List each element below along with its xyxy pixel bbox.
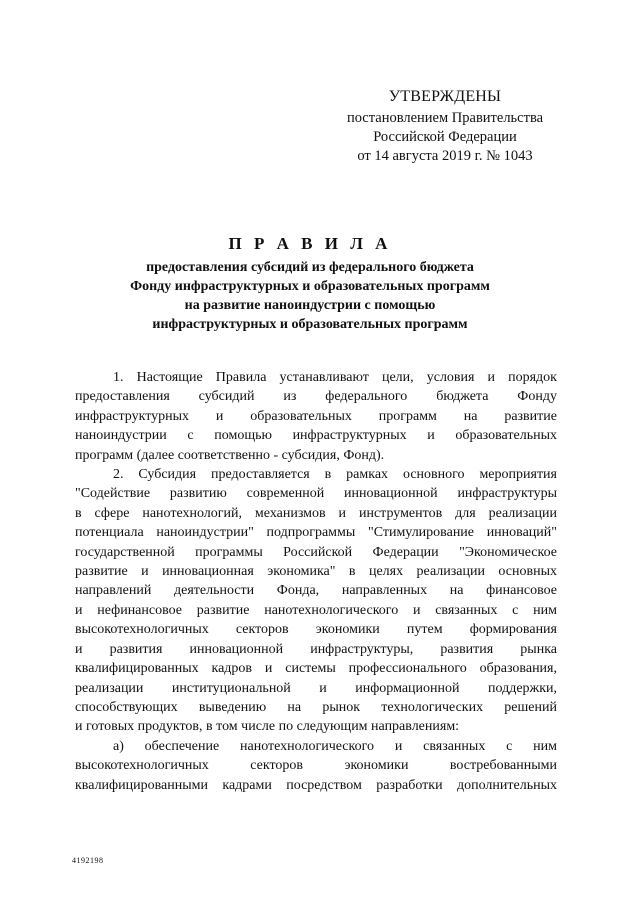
approval-line: от 14 августа 2019 г. № 1043 [357, 148, 533, 164]
body-line: 2. Субсидия предоставляется в рамках основного мероприятия [113, 467, 557, 483]
body-line: квалифицированными кадрами посредством разработки дополнительных [75, 777, 557, 793]
body-line: потенциала наноиндустрии" подпрограммы "Стимулирование инноваций" [75, 525, 557, 541]
subtitle-line: инфраструктурных и образовательных программ [152, 317, 468, 332]
body-line: "Содействие развитию современной инновационной инфраструктуры [75, 486, 557, 502]
body-line: а) обеспечение нанотехнологического и связанных с ним [113, 738, 557, 754]
body-line: способствующих выведению на рынок технологических решений [75, 699, 557, 715]
approval-heading: УТВЕРЖДЕНЫ [388, 88, 502, 105]
body-line: направлений деятельности Фонда, направленных на финансовое [75, 583, 557, 599]
document-body [75, 368, 557, 795]
body-line: в сфере нанотехнологий, механизмов и инструментов для реализации [75, 505, 557, 521]
body-line: развитие и инновационная экономика" в целях реализации основных [75, 564, 557, 580]
body-line: реализации институциональной и информационной поддержки, [75, 680, 557, 696]
document-code: 4192198 [72, 856, 104, 865]
body-line: инфраструктурных и образовательных программ на развитие [75, 408, 557, 424]
subtitle-line: Фонду инфраструктурных и образовательных программ [130, 279, 490, 294]
body-line: и развития инновационной инфраструктуры, развития рынка [75, 641, 557, 657]
approval-line: постановлением Правительства [346, 110, 544, 126]
body-line: и нефинансовое развитие нанотехнологического и связанных с ним [75, 602, 557, 618]
body-line: наноиндустрии с помощью инфраструктурных и образовательных [75, 428, 557, 444]
body-line: квалифицированных кадров и системы профессионального образования, [75, 661, 557, 677]
body-line: высокотехнологичных секторов экономики востребованными [75, 758, 557, 774]
body-line: высокотехнологичных секторов экономики путем формирования [75, 622, 557, 638]
document-subtitle [60, 258, 560, 334]
subtitle-line: на развитие наноиндустрии с помощью [184, 298, 436, 313]
body-line: предоставления субсидий из федерального бюджета Фонду [75, 389, 557, 405]
approval-line: Российской Федерации [373, 129, 517, 145]
body-line: государственной программы Российской Федерации "Экономическое [75, 544, 557, 560]
body-line: программ (далее соответственно - субсидия, Фонд). [75, 447, 385, 463]
approval-block [330, 86, 560, 166]
document-title: П Р А В И Л А [228, 234, 392, 253]
subtitle-line: предоставления субсидий из федерального бюджета [146, 260, 474, 275]
body-line: и готовых продуктов, в том числе по следующим направлениям: [75, 719, 460, 735]
body-line: 1. Настоящие Правила устанавливают цели, условия и порядок [113, 370, 557, 385]
